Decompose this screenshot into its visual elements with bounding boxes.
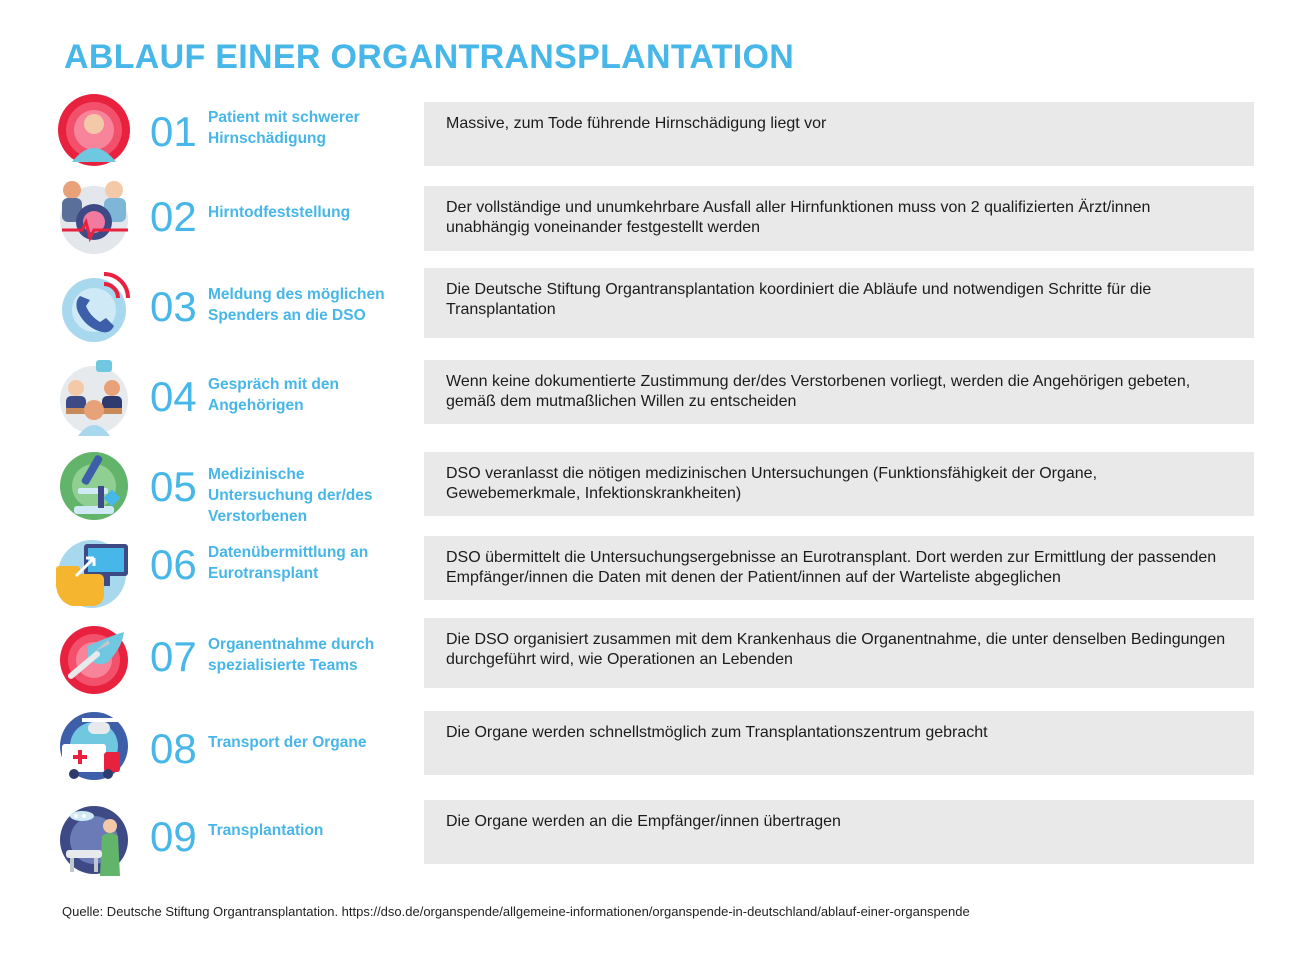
step-number: 09: [150, 813, 197, 860]
step-label: Hirntodfeststellung: [208, 204, 351, 221]
source-note: Quelle: Deutsche Stiftung Organtransplantation. https://dso.de/organspende/allgemeine-informationen/organspende-in-deutschland/ablauf-einer-organspende: [62, 904, 970, 919]
step-label: Transport der Organe: [208, 734, 367, 751]
doctors-brain-icon: [58, 178, 130, 250]
step-number: 08: [150, 725, 197, 772]
step-number: 05: [150, 463, 197, 510]
surgery-icon: [58, 800, 130, 872]
conversation-icon: [58, 360, 130, 432]
step-label: Meldung des möglichen Spenders an die DSO: [208, 286, 385, 324]
step-number: 01: [150, 108, 197, 155]
step-label: Datenübermittlung an Eurotransplant: [208, 544, 369, 582]
step-description: DSO veranlasst die nötigen medizinischen Untersuchungen (Funktionsfähigkeit der Organe, Gewebemerkmale, Infektionskrankheiten): [424, 452, 1254, 516]
step-number: 07: [150, 633, 197, 680]
phone-call-icon: [58, 270, 130, 342]
step-label: Gespräch mit den Angehörigen: [208, 376, 339, 414]
step-number: 04: [150, 373, 197, 420]
step-description: Die Deutsche Stiftung Organtransplantation koordiniert die Abläufe und notwendigen Schritte für die Transplantation: [424, 268, 1254, 338]
step-number: 02: [150, 193, 197, 240]
page-title: ABLAUF EINER ORGANTRANSPLANTATION: [64, 38, 795, 76]
data-transfer-icon: [54, 536, 126, 608]
ambulance-helicopter-icon: [58, 710, 130, 782]
step-number: 06: [150, 541, 197, 588]
step-number: 03: [150, 283, 197, 330]
step-description: Die DSO organisiert zusammen mit dem Krankenhaus die Organentnahme, die unter denselben Bedingungen durchgeführt wird, wie Operationen an Lebenden: [424, 618, 1254, 688]
microscope-icon: [58, 448, 130, 520]
step-description: Massive, zum Tode führende Hirnschädigung liegt vor: [424, 102, 1254, 166]
step-description: Der vollständige und unumkehrbare Ausfall aller Hirnfunktionen muss von 2 qualifizierten Ärzt/innen unabhängig voneinander festgestellt werden: [424, 186, 1254, 251]
patient-icon: [58, 94, 130, 166]
step-description: Die Organe werden schnellstmöglich zum Transplantationszentrum gebracht: [424, 711, 1254, 775]
step-description: DSO übermittelt die Untersuchungsergebnisse an Eurotransplant. Dort werden zur Ermittlung der passenden Empfänger/innen die Daten mit denen der Patient/innen auf der Warteliste abgeglichen: [424, 536, 1254, 600]
step-label: Transplantation: [208, 822, 324, 839]
step-label: Patient mit schwerer Hirnschädigung: [208, 109, 360, 147]
step-description: Wenn keine dokumentierte Zustimmung der/des Verstorbenen vorliegt, werden die Angehörigen gebeten, gemäß dem mutmaßlichen Willen zu entscheiden: [424, 360, 1254, 424]
step-label: Organentnahme durch spezialisierte Teams: [208, 636, 375, 674]
step-label: Medizinische Untersuchung der/des Verstorbenen: [208, 466, 373, 525]
step-description: Die Organe werden an die Empfänger/innen übertragen: [424, 800, 1254, 864]
scalpel-icon: [58, 622, 130, 694]
